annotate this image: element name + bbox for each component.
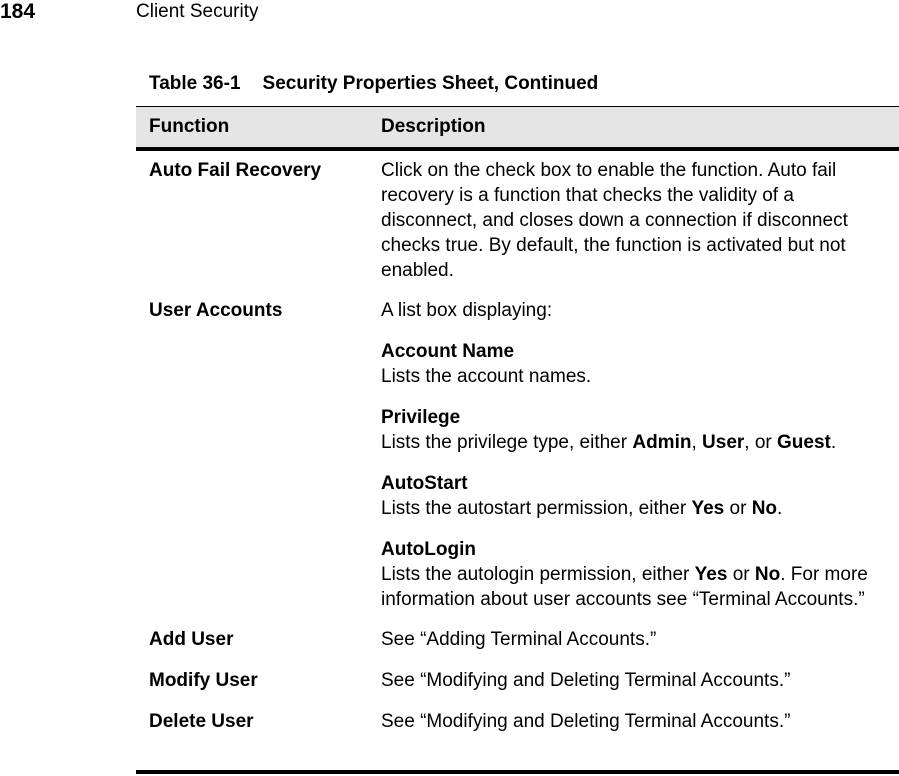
- text-fragment: .: [777, 498, 783, 519]
- description-text: See “Adding Terminal Accounts.”: [381, 629, 657, 650]
- description-cell: [381, 627, 891, 652]
- option-guest: Guest: [777, 432, 831, 453]
- text-fragment: . For more information about user accounts see “Terminal Accounts.”: [381, 564, 868, 610]
- table-bottom-rule: [136, 770, 899, 774]
- option-yes: Yes: [691, 498, 725, 519]
- description-text: A list box displaying:: [381, 300, 553, 321]
- text-fragment: ,: [691, 432, 703, 453]
- option-no: No: [754, 564, 781, 585]
- page-number: 184: [0, 0, 36, 23]
- subitem-autostart: [381, 471, 891, 521]
- subitem-title: AutoStart: [381, 473, 468, 494]
- subitem-text: [381, 496, 891, 521]
- table-row-delete-user: [136, 709, 899, 734]
- table-row-user-accounts: [136, 298, 899, 612]
- description-cell: [381, 158, 891, 283]
- text-fragment: Lists the autologin permission, either: [381, 564, 695, 585]
- subitem-text: [381, 562, 891, 612]
- text-fragment: Lists the autostart permission, either: [381, 498, 692, 519]
- table-caption-title: Security Properties Sheet, Continued: [262, 73, 599, 94]
- subitem-privilege: [381, 405, 891, 455]
- description-text: See “Modifying and Deleting Terminal Accounts.”: [381, 670, 791, 691]
- description-text: See “Modifying and Deleting Terminal Accounts.”: [381, 711, 791, 732]
- subitem-autologin: [381, 537, 891, 612]
- column-header-description: Description: [381, 116, 486, 137]
- option-yes: Yes: [694, 564, 728, 585]
- option-no: No: [751, 498, 778, 519]
- text-fragment: or: [727, 564, 755, 585]
- option-user: User: [702, 432, 745, 453]
- security-properties-table: [136, 106, 899, 734]
- option-admin: Admin: [632, 432, 692, 453]
- subitem-title: AutoLogin: [381, 539, 476, 560]
- description-text: Click on the check box to enable the function. Auto fail recovery is a function that checks the validity of a disconnect, and closes down a connection if disconnect checks true. By default, the function is activated but not enabled.: [381, 160, 848, 281]
- text-fragment: or: [724, 498, 752, 519]
- description-cell: [381, 298, 891, 612]
- function-cell: Delete User: [149, 711, 254, 732]
- subitem-title: Privilege: [381, 407, 461, 428]
- description-cell: [381, 668, 891, 693]
- table-row-add-user: [136, 627, 899, 652]
- table-caption: [149, 73, 598, 95]
- description-cell: [381, 709, 891, 734]
- table-row-modify-user: [136, 668, 899, 693]
- subitem-text: Lists the account names.: [381, 366, 592, 387]
- text-fragment: , or: [744, 432, 778, 453]
- subitem-title: Account Name: [381, 341, 515, 362]
- function-cell: User Accounts: [149, 300, 283, 321]
- subitem-text: [381, 430, 891, 455]
- text-fragment: .: [830, 432, 837, 453]
- subitem-account-name: [381, 339, 891, 389]
- column-header-function: Function: [149, 116, 230, 137]
- function-cell: Auto Fail Recovery: [149, 160, 322, 181]
- running-head: Client Security: [136, 1, 259, 22]
- function-cell: Modify User: [149, 670, 258, 691]
- text-fragment: Lists the privilege type, either: [381, 432, 633, 453]
- function-cell: Add User: [149, 629, 234, 650]
- table-row-auto-fail-recovery: [136, 158, 899, 283]
- table-caption-label: Table 36-1: [149, 73, 241, 94]
- table-header-row: [136, 106, 899, 151]
